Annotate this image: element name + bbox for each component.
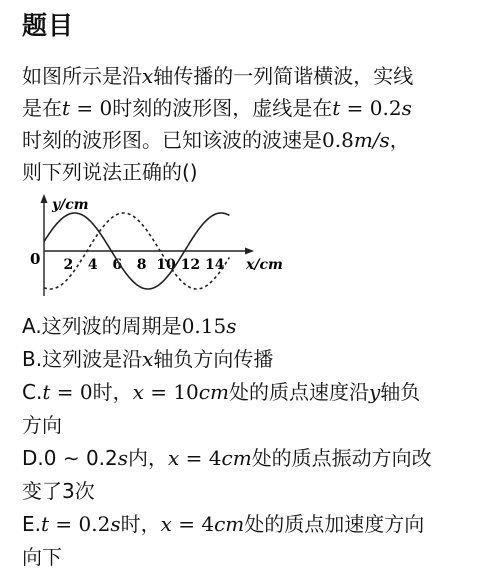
y-axis-arrow (41, 194, 48, 203)
math-value: = 4 (171, 512, 215, 536)
math-var: y (368, 380, 381, 404)
text-span: B.这列波是沿 (22, 347, 143, 371)
text-span: 是在 (22, 96, 62, 120)
x-tick-label: 10 (156, 257, 176, 273)
question-line-4 (22, 156, 482, 188)
wave-figure (22, 192, 292, 302)
math-value: 0.8 (322, 128, 354, 152)
option-d[interactable] (22, 442, 487, 475)
x-tick-label: 2 (63, 257, 74, 273)
math-var: t (42, 380, 51, 404)
text-span: E. (22, 512, 41, 536)
text-span: 轴传播的一列简谐横波，实线 (153, 64, 414, 88)
math-unit: s (226, 314, 237, 338)
text-span: 内， (128, 446, 169, 470)
text-span: D.0 ∼ 0.2 (22, 446, 118, 470)
math-unit: cm (214, 512, 245, 536)
math-unit: m/s (353, 128, 390, 152)
math-var: x (142, 347, 154, 371)
x-tick-label: 4 (87, 257, 98, 273)
math-unit: s (117, 446, 129, 470)
x-axis-label: x/cm (246, 257, 283, 273)
option-e[interactable] (22, 508, 487, 541)
option-d-continued[interactable] (22, 475, 487, 508)
math-value: = 4 (179, 446, 222, 470)
math-var: t (332, 96, 341, 120)
option-c-continued[interactable] (22, 409, 487, 442)
text-span: 向下 (22, 545, 62, 569)
math-unit: cm (221, 446, 252, 470)
x-tick-label: 14 (205, 257, 225, 273)
text-span: 变了3次 (22, 479, 95, 503)
math-value: = 0 (50, 380, 93, 404)
math-value: 0.15 (181, 314, 227, 338)
math-var: x (132, 380, 144, 404)
x-tick-label: 12 (180, 257, 201, 273)
text-span: C. (22, 380, 43, 404)
text-span: 时刻的波形图，虚线是在 (112, 96, 333, 120)
x-tick-label: 8 (136, 257, 147, 273)
question-line-3 (22, 124, 482, 156)
x-axis-arrow (245, 248, 254, 255)
math-var: x (168, 446, 180, 470)
math-value: = 0 (70, 96, 113, 120)
wave-graph (22, 192, 292, 302)
option-e-continued[interactable] (22, 541, 487, 574)
text-span: 方向 (22, 413, 62, 437)
text-span: 处的质点加速度方向 (244, 512, 425, 536)
text-span: 则下列说法正确的() (22, 160, 198, 184)
math-unit: s (110, 512, 121, 536)
math-var: x (142, 64, 154, 88)
text-span: 处的质点振动方向改 (251, 446, 432, 470)
x-tick-label: 6 (112, 257, 123, 273)
y-axis-label: y/cm (52, 197, 89, 213)
origin-label: 0 (30, 250, 41, 268)
question-line-2 (22, 92, 482, 124)
option-a[interactable] (22, 310, 487, 343)
math-var: t (41, 512, 50, 536)
math-value: = 0.2 (49, 512, 111, 536)
question-stem (22, 60, 482, 188)
text-span: 时， (120, 512, 161, 536)
text-span: A.这列波的周期是 (22, 314, 182, 338)
text-span: 处的质点速度沿 (228, 380, 369, 404)
math-value: = 0.2 (340, 96, 402, 120)
text-span: 轴负 (380, 380, 421, 404)
math-value: = 10 (143, 380, 199, 404)
text-span: 时， (92, 380, 133, 404)
x-tick-labels (64, 257, 225, 273)
options-list (22, 310, 487, 574)
text-span: ， (389, 128, 410, 152)
math-unit: cm (198, 380, 229, 404)
text-span: 轴负方向传播 (153, 347, 274, 371)
option-b[interactable] (22, 343, 487, 376)
option-c[interactable] (22, 376, 487, 409)
question-line-1 (22, 60, 482, 92)
math-unit: s (401, 96, 412, 120)
math-var: t (62, 96, 71, 120)
text-span: 时刻的波形图。已知该波的波速是 (22, 128, 322, 152)
text-span: 如图所示是沿 (22, 64, 142, 88)
math-var: x (160, 512, 172, 536)
page-title: 题目 (22, 11, 75, 40)
